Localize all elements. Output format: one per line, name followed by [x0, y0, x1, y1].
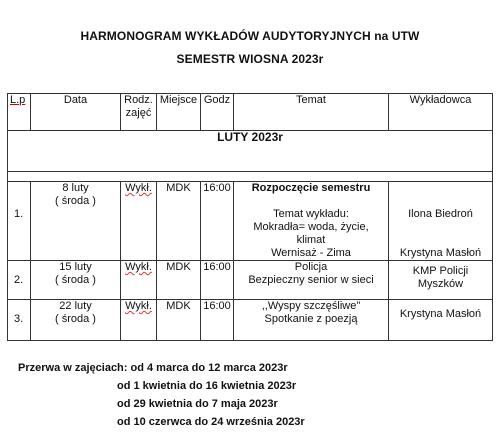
row-type: Wykł.	[121, 261, 157, 300]
break-period: od 29 kwietnia do 7 maja 2023r	[117, 398, 278, 410]
header-type: Rodz. zajęć	[121, 94, 157, 131]
row-type: Wykł.	[121, 182, 157, 261]
row-lecturer: Ilona Biedroń Krystyna Masłoń	[389, 182, 493, 261]
row-place: MDK	[157, 182, 201, 261]
row-time: 16:00	[201, 182, 234, 261]
month-row	[8, 131, 493, 172]
header-place: Miejsce	[157, 94, 201, 131]
row-number: 3.	[8, 300, 31, 341]
schedule-table	[7, 93, 493, 341]
breaks-section	[18, 359, 305, 431]
header-lecturer: Wykładowca	[389, 94, 493, 131]
row-topic: Rozpoczęcie semestru Temat wykładu: Mokradła= woda, życie, klimat Wernisaż - Zima	[234, 182, 389, 261]
row-date: 8 luty ( środa )	[31, 182, 121, 261]
row-time: 16:00	[201, 261, 234, 300]
row-lecturer: KMP Policji Myszków	[389, 261, 493, 300]
break-period: od 1 kwietnia do 16 kwietnia 2023r	[117, 380, 297, 392]
table-row	[8, 261, 493, 300]
document-title: HARMONOGRAM WYKŁADÓW AUDYTORYJNYCH na UTW	[80, 29, 420, 43]
row-type: Wykł.	[121, 300, 157, 341]
break-period: od 4 marca do 12 marca 2023r	[130, 362, 288, 374]
row-lecturer: Krystyna Masłoń	[389, 300, 493, 341]
row-time: 16:00	[201, 300, 234, 341]
document-subtitle: SEMESTR WIOSNA 2023r	[176, 52, 324, 66]
row-number: 2.	[8, 261, 31, 300]
row-date: 15 luty ( środa )	[31, 261, 121, 300]
row-topic: ,,Wyspy szczęśliwe" Spotkanie z poezją	[234, 300, 389, 341]
row-place: MDK	[157, 300, 201, 341]
header-topic: Temat	[234, 94, 389, 131]
header-time: Godz	[201, 94, 234, 131]
table-header-row	[8, 94, 493, 131]
month-label: LUTY 2023r	[8, 131, 493, 172]
breaks-label: Przerwa w zajęciach:	[18, 362, 128, 374]
row-topic: Policja Bezpieczny senior w sieci	[234, 261, 389, 300]
spacer-row	[8, 172, 493, 182]
header-date: Data	[31, 94, 121, 131]
header-lp: L.p	[8, 94, 31, 131]
break-period: od 10 czerwca do 24 września 2023r	[117, 416, 305, 428]
row-place: MDK	[157, 261, 201, 300]
break-first-line	[18, 359, 305, 377]
row-date: 22 luty ( środa )	[31, 300, 121, 341]
row-number: 1.	[8, 182, 31, 261]
table-row	[8, 300, 493, 341]
table-row	[8, 182, 493, 261]
